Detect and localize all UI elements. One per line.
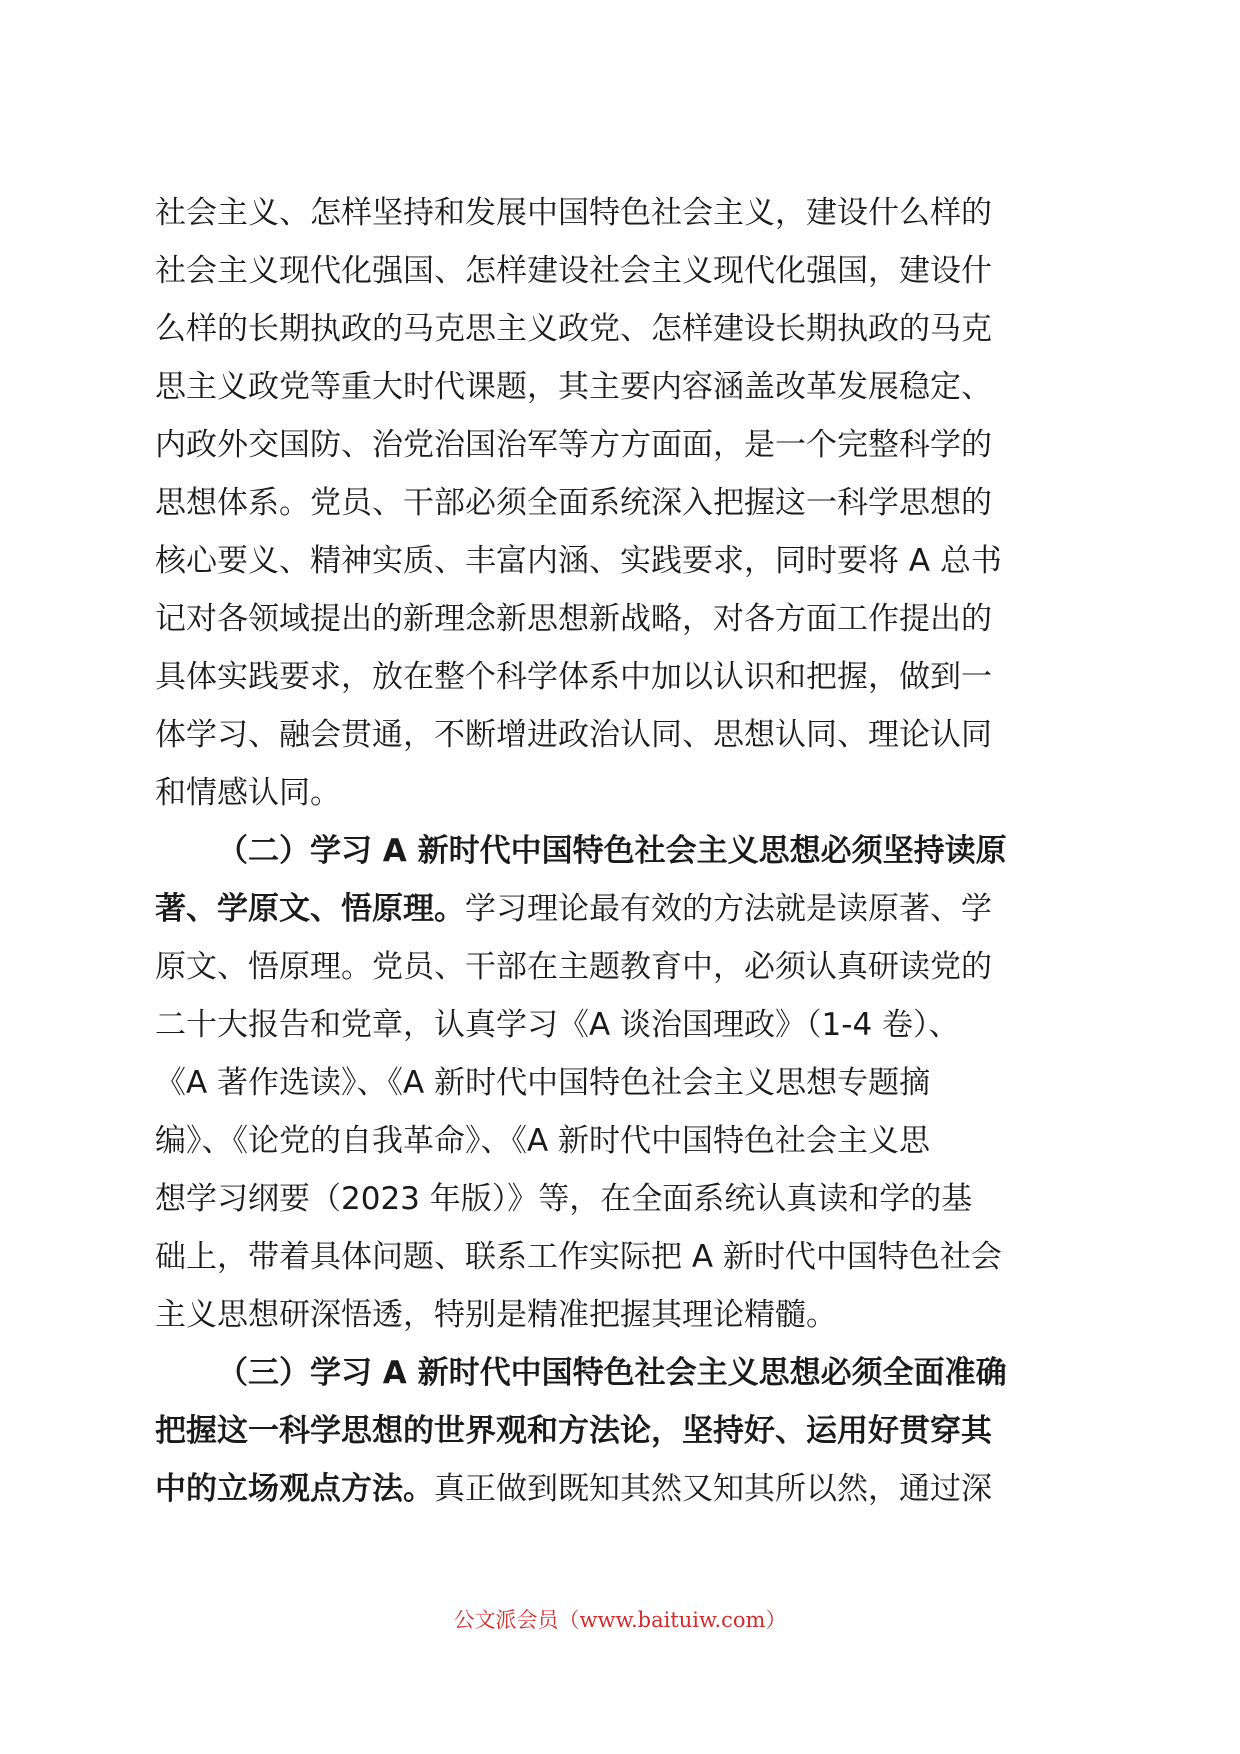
text-run: 社会主义现代化强国、怎样建设社会主义现代化强国，建设什 [155,253,992,289]
text-line [155,1286,1070,1344]
text-run: 社会主义、怎样坚持和发展中国特色社会主义，建设什么样的 [155,195,992,231]
text-run: 思想体系。党员、干部必须全面系统深入把握这一科学思想的 [155,485,992,521]
text-run: 思主义政党等重大时代课题，其主要内容涵盖改革发展稳定、 [155,369,992,405]
text-run: 具体实践要求，放在整个科学体系中加以认识和把握，做到一 [155,659,992,695]
text-line [155,764,1070,822]
section-heading-3-tail: 中的立场观点方法。 [155,1471,434,1507]
text-run: 二十大报告和党章，认真学习《A 谈治国理政》（1-4 卷）、 [155,1007,960,1043]
heading-line [155,822,1070,880]
text-run: 和情感认同。 [155,775,341,811]
section-heading-3: （三）学习 A 新时代中国特色社会主义思想必须全面准确 [217,1355,1007,1391]
text-line [155,474,1070,532]
text-run: 主义思想研深悟透，特别是精准把握其理论精髓。 [155,1297,837,1333]
text-run: 编》、《论党的自我革命》、《A 新时代中国特色社会主义思 [155,1123,931,1159]
text-line [155,300,1070,358]
text-line [155,1112,1070,1170]
text-run: 础上，带着具体问题、联系工作实际把 A 新时代中国特色社会 [155,1239,1002,1275]
text-line [155,1228,1070,1286]
footer-watermark: 公文派会员（www.baituiw.com） [453,1608,787,1632]
text-line [155,1170,1070,1228]
text-run: 内政外交国防、治党治国治军等方方面面，是一个完整科学的 [155,427,992,463]
heading-line [155,1402,1070,1460]
text-line [155,1460,1070,1518]
text-run: 么样的长期执政的马克思主义政党、怎样建设长期执政的马克 [155,311,992,347]
text-line [155,996,1070,1054]
section-heading-3-cont: 把握这一科学思想的世界观和方法论，坚持好、运用好贯穿其 [155,1413,992,1449]
text-run: 真正做到既知其然又知其所以然，通过深 [434,1471,992,1507]
text-run: 《A 著作选读》、《A 新时代中国特色社会主义思想专题摘 [155,1065,931,1101]
text-line [155,1054,1070,1112]
section-heading-2: （二）学习 A 新时代中国特色社会主义思想必须坚持读原 [217,833,1007,869]
document-body [155,184,1070,1518]
text-line [155,532,1070,590]
heading-line [155,1344,1070,1402]
text-run: 体学习、融会贯通，不断增进政治认同、思想认同、理论认同 [155,717,992,753]
text-run: 原文、悟原理。党员、干部在主题教育中，必须认真研读党的 [155,949,992,985]
text-run: 记对各领域提出的新理念新思想新战略，对各方面工作提出的 [155,601,992,637]
text-line [155,938,1070,996]
text-line [155,648,1070,706]
text-run: 核心要义、精神实质、丰富内涵、实践要求，同时要将 A 总书 [155,543,1002,579]
text-line [155,880,1070,938]
text-line [155,242,1070,300]
text-line [155,590,1070,648]
text-line [155,706,1070,764]
text-line [155,416,1070,474]
section-heading-2-tail: 著、学原文、悟原理。 [155,891,465,927]
text-run: 想学习纲要（2023 年版）》等，在全面系统认真读和学的基 [155,1181,973,1217]
text-run: 学习理论最有效的方法就是读原著、学 [465,891,992,927]
text-line [155,184,1070,242]
text-line [155,358,1070,416]
